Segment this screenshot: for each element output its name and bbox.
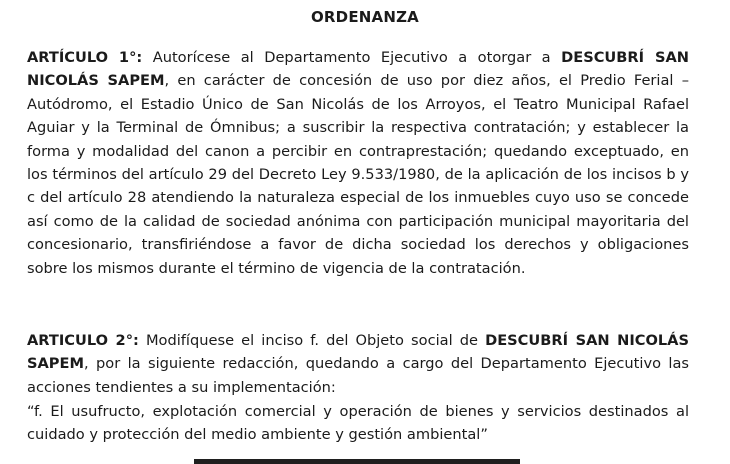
article-2-quote: “f. El usufructo, explotación comercial y operación de bienes y servicios destinados al cuidado y protección del medio ambiente y gestión ambiental” — [27, 403, 689, 444]
article-2-text-rest: , por la siguiente redacción, quedando a cargo del Departamento Ejecutivo las acciones tendientes a su implementación: — [27, 355, 689, 396]
article-1-text-rest: , en carácter de concesión de uso por diez años, el Predio Ferial – Autódromo, el Estadio Único de San Nicolás de los Arroyos, el Teatro Municipal Rafael Aguiar y la Terminal de Ómnibus; a suscribir la respectiva contratación; y establecer la forma y modalidad del canon a percibir en contraprestación; quedando exceptuado, en los términos del artículo 29 del Decreto Ley 9.533/1980, de la aplicación de los incisos b y c del artículo 28 atendiendo la naturaleza especial de los inmuebles cuyo uso se concede así como de la calidad de sociedad anónima con participación municipal mayoritaria del concesionario, transfiriéndose a favor de dicha sociedad los derechos y obligaciones sobre los mismos durante el término de vigencia de la contratación. — [27, 72, 689, 277]
article-2 — [27, 329, 689, 399]
article-2-text-start: Modifíquese el inciso f. del Objeto social de — [138, 332, 486, 349]
article-2-entity-name: DESCUBRÍ SAN NICOLÁS SAPEM — [27, 332, 689, 373]
article-2-heading: ARTICULO 2°: — [27, 332, 139, 349]
article-1 — [27, 46, 689, 280]
article-1-heading: ARTÍCULO 1°: — [27, 49, 143, 66]
bottom-divider — [194, 459, 520, 464]
document-title: ORDENANZA — [310, 8, 419, 26]
article-1-text-start: Autorícese al Departamento Ejecutivo a otorgar a — [142, 49, 562, 66]
article-1-entity-name: DESCUBRÍ SAN NICOLÁS SAPEM — [27, 49, 690, 90]
